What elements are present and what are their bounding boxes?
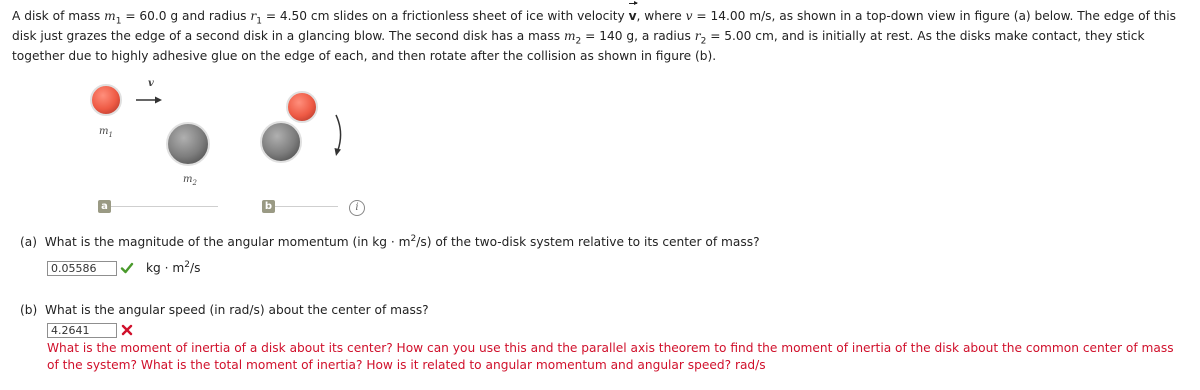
m2-symbol: m: [563, 29, 576, 43]
figure-a-label: a: [98, 200, 111, 213]
part-a: [20, 233, 760, 251]
collision-figure: [0, 70, 400, 220]
cross-icon: [120, 323, 134, 337]
figure-drawing: [0, 70, 400, 220]
part-a-question: (a) What is the magnitude of the angular momentum (in kg · $m^2/s$) of the two-disk system relative to its center of mass?: [20, 233, 760, 249]
r1-subscript: 1: [256, 16, 262, 27]
check-icon: [120, 261, 134, 275]
r2-subscript: 2: [700, 36, 707, 47]
disk-m2-after: [261, 122, 301, 162]
figure-a-baseline: [105, 206, 218, 207]
part-b-feedback: What is the moment of inertia of a disk about its center? How can you use this and the parallel axis theorem to find the moment of inertia of the disk about the common center of mass of the system? What is the total moment of inertia? How is it related to angular momentum and angular speed? rad/s: [47, 341, 1174, 372]
problem-text-5: = 14.00 m/s, as shown in a top-down view in figure (a) below. The edge of this disk just grazes the edge of a second disk in a glancing blow. The second disk has a mass: [12, 9, 1176, 43]
disk-m1: [91, 85, 121, 115]
problem-text-1: A disk of mass: [12, 9, 105, 23]
disk-m2: [167, 123, 209, 165]
m1-label: $m_1$: [99, 126, 113, 139]
problem-text-3: = 4.50 cm slides on a frictionless sheet of ice with velocity: [261, 9, 629, 23]
figure-b-baseline: [268, 206, 338, 207]
velocity-vector-symbol: v: [629, 6, 637, 26]
velocity-arrow: [136, 97, 162, 104]
part-b-prefix: (b): [20, 303, 38, 317]
v-label: v: [148, 78, 154, 89]
disk-m1-after: [287, 92, 317, 122]
part-b-question: (b) What is the angular speed (in rad/s) about the center of mass?: [20, 303, 429, 317]
r2-symbol: r: [694, 29, 701, 43]
part-a-prefix: (a): [20, 235, 37, 249]
part-b: [20, 301, 429, 319]
part-b-answer-row: [47, 321, 134, 339]
m1-subscript: 1: [115, 16, 122, 27]
problem-text-2: = 60.0 g and radius: [121, 9, 251, 23]
part-a-unit: kg · $m^2/s$: [146, 259, 201, 275]
problem-text-4: , where: [636, 9, 686, 23]
problem-statement: [12, 6, 1188, 66]
part-a-answer-input[interactable]: 0.05586: [47, 261, 117, 276]
rotation-arrow: [335, 115, 342, 156]
r1-symbol: r: [250, 9, 257, 23]
m2-subscript: 2: [575, 36, 582, 47]
part-a-answer-row: [47, 259, 201, 277]
v-symbol: v: [685, 9, 693, 23]
m1-symbol: m: [104, 9, 116, 23]
problem-text-6: = 140 g, a radius: [581, 29, 695, 43]
figure-b-label: b: [262, 200, 275, 213]
part-b-answer-input[interactable]: 4.2641: [47, 323, 117, 338]
m2-label: $m_2$: [183, 174, 197, 187]
info-icon[interactable]: i: [349, 200, 365, 216]
problem-text-7: = 5.00 cm, and is initially at rest. As the disks make contact, they stick together due to highly adhesive glue on the edge of each, and then rotate after the collision as shown in figure (b).: [12, 29, 1145, 63]
